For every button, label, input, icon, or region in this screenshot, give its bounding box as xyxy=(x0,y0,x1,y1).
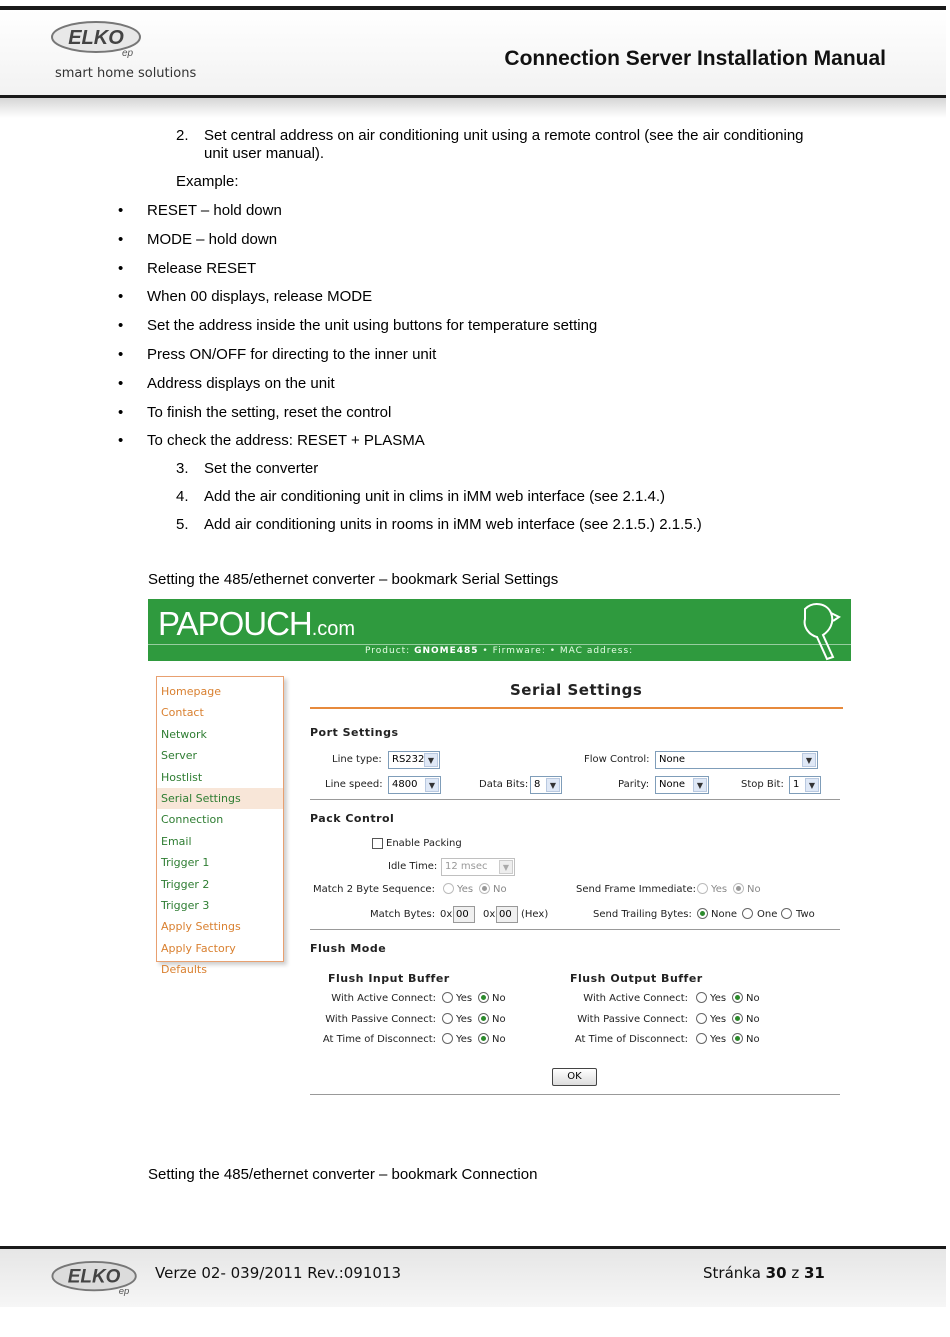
bullet-item: Release RESET xyxy=(147,259,257,277)
parrot-icon xyxy=(793,601,845,661)
flush-output-disconnect-yes-radio[interactable] xyxy=(696,1033,707,1044)
yes-label: Yes xyxy=(456,1034,473,1045)
flush-output-active-no-radio[interactable] xyxy=(732,992,743,1003)
hex-label: (Hex) xyxy=(521,909,549,920)
bullet-item: MODE – hold down xyxy=(147,230,278,248)
svg-text:ELKO: ELKO xyxy=(67,1266,121,1288)
svg-text:ELKO: ELKO xyxy=(68,27,124,49)
match-bytes-label: Match Bytes: xyxy=(370,909,436,920)
no-label: No xyxy=(492,1034,506,1045)
flush-input-passive-no-radio[interactable] xyxy=(478,1013,489,1024)
bullet-icon: • xyxy=(118,374,124,392)
bullet-icon: • xyxy=(118,288,124,306)
yes-label: Yes xyxy=(710,1013,727,1025)
chevron-down-icon: ▼ xyxy=(805,778,819,792)
flush-output-passive-no-radio[interactable] xyxy=(732,1013,743,1024)
flush-input-passive-label: With Passive Connect: xyxy=(325,1013,436,1025)
step-text: Add air conditioning units in rooms in iMM web interface (see 2.1.5.) 2.1.5.) xyxy=(204,516,702,533)
step-number: 5. xyxy=(176,516,189,533)
menu-item-hostlist[interactable]: Hostlist xyxy=(161,770,203,784)
form-bottom-rule xyxy=(310,1094,840,1095)
hex-prefix: 0x xyxy=(483,909,496,920)
send-frame-no-label: No xyxy=(747,884,761,895)
bullet-item: When 00 displays, release MODE xyxy=(147,288,373,306)
step-number: 2. xyxy=(176,127,189,144)
bullet-icon: • xyxy=(118,230,124,248)
svg-text:ep: ep xyxy=(122,48,134,58)
flush-input-disconnect-no-radio[interactable] xyxy=(478,1033,489,1044)
step-text: Add the air conditioning unit in clims in iMM web interface (see 2.1.4.) xyxy=(204,488,666,505)
menu-item-server[interactable]: Server xyxy=(161,749,198,763)
menu-item-connection[interactable]: Connection xyxy=(161,813,224,827)
bullet-item: RESET – hold down xyxy=(147,202,282,219)
data-bits-label: Data Bits: xyxy=(479,779,529,790)
flush-output-disconnect-no-radio[interactable] xyxy=(732,1033,743,1044)
send-trailing-label: Send Trailing Bytes: xyxy=(593,909,692,920)
menu-item-trigger-2[interactable]: Trigger 2 xyxy=(161,877,210,891)
papouch-logo: PAPOUCH.com xyxy=(158,605,356,642)
flush-output-disconnect-label: At Time of Disconnect: xyxy=(574,1034,688,1045)
trailing-one-radio[interactable] xyxy=(742,908,753,919)
flush-input-disconnect-label: At Time of Disconnect: xyxy=(322,1034,436,1045)
stop-bit-label: Stop Bit: xyxy=(741,779,784,790)
bullet-item: To check the address: RESET + PLASMA xyxy=(147,432,425,450)
parity-label: Parity: xyxy=(618,779,650,790)
flush-input-active-no-radio[interactable] xyxy=(478,992,489,1003)
trailing-two-radio[interactable] xyxy=(781,908,792,919)
no-label: No xyxy=(492,1013,506,1025)
step-text: Set the converter xyxy=(204,460,319,477)
trailing-none-label: None xyxy=(711,909,738,920)
step-number: 3. xyxy=(176,460,189,477)
flush-input-active-yes-radio[interactable] xyxy=(442,992,453,1003)
bullet-icon: • xyxy=(118,259,124,277)
send-frame-yes-radio[interactable] xyxy=(697,883,708,894)
hex-prefix: 0x xyxy=(440,909,453,920)
chevron-down-icon: ▼ xyxy=(424,753,438,767)
svg-text:ep: ep xyxy=(118,1286,130,1296)
trailing-none-radio[interactable] xyxy=(697,908,708,919)
line-type-select[interactable]: RS232 ▼ xyxy=(388,751,440,769)
chevron-down-icon: ▼ xyxy=(499,860,513,874)
bullet-item: Address displays on the unit xyxy=(147,374,335,392)
flush-mode-heading: Flush Mode xyxy=(310,942,387,955)
line-speed-label: Line speed: xyxy=(325,779,383,790)
elko-logo xyxy=(50,1260,142,1296)
version-text: Verze 02- 039/2011 Rev.:091013 xyxy=(155,1264,402,1282)
banner-divider xyxy=(148,644,851,645)
device-info: Product: GNOME485 • Firmware: • MAC address: xyxy=(365,646,634,656)
chevron-down-icon: ▼ xyxy=(546,778,560,792)
idle-time-label: Idle Time: xyxy=(388,861,438,872)
match2-no-radio[interactable] xyxy=(479,883,490,894)
trailing-one-label: One xyxy=(757,909,778,920)
menu-item-contact[interactable]: Contact xyxy=(161,706,204,720)
send-frame-label: Send Frame Immediate: xyxy=(576,884,696,895)
bullet-icon: • xyxy=(118,317,124,335)
chevron-down-icon: ▼ xyxy=(693,778,707,792)
bullet-icon: • xyxy=(118,346,124,363)
tagline: smart home solutions xyxy=(55,66,197,81)
trailing-two-label: Two xyxy=(796,909,815,920)
match-byte-2-input[interactable]: 00 xyxy=(496,906,518,923)
match-2-byte-label: Match 2 Byte Sequence: xyxy=(313,884,435,895)
section-divider xyxy=(310,799,840,800)
menu-item-network[interactable]: Network xyxy=(161,727,207,741)
flush-output-heading: Flush Output Buffer xyxy=(570,972,703,985)
papouch-banner xyxy=(148,599,851,661)
bullet-item: Set the address inside the unit using buttons for temperature setting xyxy=(147,317,598,335)
enable-packing-checkbox[interactable] xyxy=(372,838,383,849)
flush-input-disconnect-yes-radio[interactable] xyxy=(442,1033,453,1044)
step-number: 4. xyxy=(176,488,189,505)
menu-item-homepage[interactable]: Homepage xyxy=(161,685,221,698)
line-type-label: Line type: xyxy=(332,754,382,765)
port-settings-heading: Port Settings xyxy=(310,726,399,739)
menu-item-trigger-3[interactable]: Trigger 3 xyxy=(161,898,210,912)
line-speed-select[interactable]: 4800 ▼ xyxy=(388,776,441,794)
bullet-item: Press ON/OFF for directing to the inner unit xyxy=(147,346,437,363)
caption-connection: Setting the 485/ethernet converter – bookmark Connection xyxy=(148,1166,538,1183)
yes-label: Yes xyxy=(710,993,727,1004)
page-number: Stránka 30 z 31 xyxy=(703,1264,825,1282)
serial-settings-title: Serial Settings xyxy=(510,681,643,699)
chevron-down-icon: ▼ xyxy=(425,778,439,792)
pack-control-heading: Pack Control xyxy=(310,812,395,825)
step-text: Set central address on air conditioning unit using a remote control (see the air conditioning xyxy=(204,127,804,144)
send-frame-yes-label: Yes xyxy=(711,884,728,895)
menu-item-apply-factory-defaults[interactable]: Apply Factory Defaults xyxy=(161,941,236,977)
menu-item-email[interactable]: Email xyxy=(161,834,192,848)
yes-label: Yes xyxy=(456,993,473,1004)
title-underline xyxy=(310,707,843,709)
enable-packing-label: Enable Packing xyxy=(386,838,462,849)
bullet-icon: • xyxy=(118,432,124,450)
flush-input-heading: Flush Input Buffer xyxy=(328,972,450,985)
no-label: No xyxy=(492,993,506,1004)
match2-no-label: No xyxy=(493,884,507,895)
match2-yes-radio[interactable] xyxy=(443,883,454,894)
flush-output-active-yes-radio[interactable] xyxy=(696,992,707,1003)
flow-control-label: Flow Control: xyxy=(584,754,650,765)
no-label: No xyxy=(746,1013,760,1025)
menu-item-serial-settings[interactable]: Serial Settings xyxy=(157,788,283,809)
no-label: No xyxy=(746,993,760,1004)
flow-control-select[interactable]: None ▼ xyxy=(655,751,818,769)
example-label: Example: xyxy=(176,173,239,190)
match-byte-1-input[interactable]: 00 xyxy=(453,906,475,923)
caption-serial-settings: Setting the 485/ethernet converter – bookmark Serial Settings xyxy=(148,571,559,588)
no-label: No xyxy=(746,1034,760,1045)
bullet-icon: • xyxy=(118,403,124,421)
ok-button[interactable]: OK xyxy=(552,1068,597,1086)
menu-item-apply-settings[interactable]: Apply Settings xyxy=(161,920,241,934)
flush-input-active-label: With Active Connect: xyxy=(331,993,436,1004)
send-frame-no-radio[interactable] xyxy=(733,883,744,894)
menu-item-trigger-1[interactable]: Trigger 1 xyxy=(161,856,210,870)
settings-menu xyxy=(156,676,284,977)
idle-time-select[interactable]: 12 msec ▼ xyxy=(441,858,515,876)
papouch-screenshot xyxy=(148,599,851,1099)
flush-output-passive-label: With Passive Connect: xyxy=(577,1013,688,1025)
flush-input-passive-yes-radio[interactable] xyxy=(442,1013,453,1024)
bullet-icon: • xyxy=(118,202,124,219)
data-bits-select[interactable]: 8 ▼ xyxy=(530,776,562,794)
parity-select[interactable]: None ▼ xyxy=(655,776,709,794)
elko-logo xyxy=(50,20,146,58)
document-title: Connection Server Installation Manual xyxy=(504,47,886,70)
yes-label: Yes xyxy=(710,1034,727,1045)
stop-bit-select[interactable]: 1 ▼ xyxy=(789,776,821,794)
flush-output-passive-yes-radio[interactable] xyxy=(696,1013,707,1024)
flush-output-active-label: With Active Connect: xyxy=(583,993,688,1004)
chevron-down-icon: ▼ xyxy=(802,753,816,767)
header-shadow xyxy=(0,98,946,118)
match2-yes-label: Yes xyxy=(457,884,474,895)
bullet-item: To finish the setting, reset the control xyxy=(147,403,392,421)
section-divider xyxy=(310,929,840,930)
yes-label: Yes xyxy=(456,1013,473,1025)
step-text-continued: unit user manual). xyxy=(204,145,325,162)
